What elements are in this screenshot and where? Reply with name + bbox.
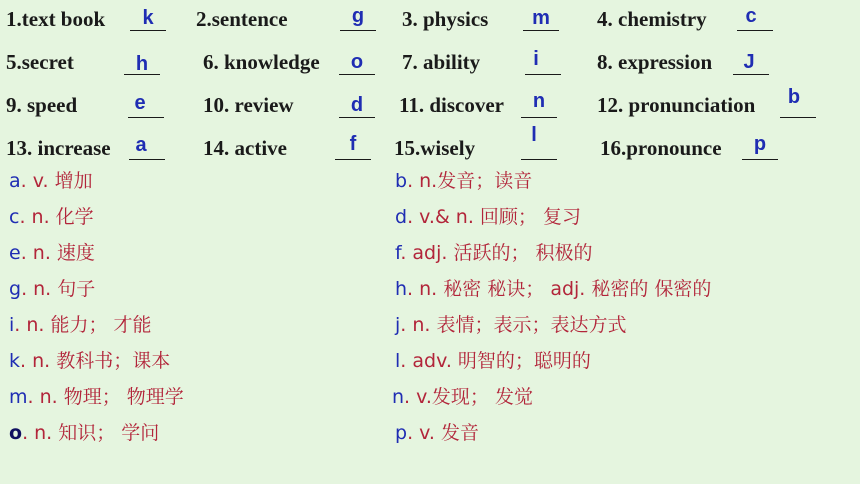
option-text: . v. 增加	[20, 170, 93, 192]
question-9: 9. speed	[6, 93, 78, 117]
option-text: . n. 物理； 物理学	[27, 386, 184, 408]
option-letter: c	[9, 206, 20, 228]
option-n	[392, 388, 533, 407]
option-k	[9, 352, 170, 371]
option-h	[395, 280, 711, 299]
answer-7: i	[533, 48, 539, 70]
question-8: 8. expression	[597, 50, 713, 74]
option-text: . n. 速度	[20, 242, 95, 264]
option-letter: h	[395, 278, 408, 300]
answer-8: J	[743, 51, 755, 73]
answer-12: b	[787, 86, 801, 108]
answer-6: o	[350, 51, 364, 73]
option-letter: a	[9, 170, 21, 192]
option-f	[395, 244, 593, 263]
question-16: 16.pronounce	[600, 136, 722, 160]
answer-10: d	[350, 94, 364, 116]
question-3: 3. physics	[402, 7, 489, 31]
option-letter: b	[395, 170, 408, 192]
answer-4: c	[745, 5, 757, 27]
answer-5: h	[135, 53, 149, 75]
option-text: . n. 知识； 学问	[22, 422, 160, 444]
question-14: 14. active	[203, 136, 287, 160]
option-j	[395, 316, 626, 335]
question-4: 4. chemistry	[597, 7, 707, 31]
answer-blank-7	[525, 74, 561, 75]
answer-blank-12	[780, 117, 816, 118]
answer-blank-8	[733, 74, 769, 75]
option-o	[9, 424, 159, 443]
answer-9: e	[134, 92, 146, 114]
option-text: . adj. 活跃的； 积极的	[400, 242, 593, 264]
answer-blank-6	[339, 74, 375, 75]
option-letter: o	[9, 422, 23, 444]
option-d	[395, 208, 581, 227]
question-6: 6. knowledge	[203, 50, 320, 74]
option-text: . n. 化学	[19, 206, 94, 228]
option-text: . n. 表情；表示；表达方式	[400, 314, 627, 336]
answer-blank-11	[521, 117, 557, 118]
answer-14: f	[349, 133, 357, 155]
question-7: 7. ability	[402, 50, 481, 74]
question-2: 2.sentence	[196, 7, 288, 31]
option-letter: k	[9, 350, 21, 372]
answer-blank-13	[129, 159, 165, 160]
option-text: . adv. 明智的；聪明的	[400, 350, 591, 372]
answer-blank-15	[521, 159, 557, 160]
answer-blank-3	[523, 30, 559, 31]
option-l	[395, 352, 591, 371]
answer-blank-9	[128, 117, 164, 118]
option-p	[395, 424, 479, 443]
answer-11: n	[532, 90, 546, 112]
answer-blank-4	[737, 30, 773, 31]
option-letter: n	[392, 386, 405, 408]
question-15: 15.wisely	[394, 136, 476, 160]
option-text: . v.& n. 回顾； 复习	[407, 206, 581, 228]
question-12: 12. pronunciation	[597, 93, 756, 117]
option-i	[9, 316, 152, 335]
option-c	[9, 208, 94, 227]
question-5: 5.secret	[6, 50, 74, 74]
answer-13: a	[135, 134, 147, 156]
option-letter: i	[9, 314, 15, 336]
answer-16: p	[753, 133, 767, 155]
option-letter: e	[9, 242, 21, 264]
option-e	[9, 244, 95, 263]
option-letter: p	[395, 422, 408, 444]
option-text: . n. 句子	[21, 278, 96, 300]
answer-blank-16	[742, 159, 778, 160]
option-letter: f	[395, 242, 401, 264]
option-m	[9, 388, 184, 407]
option-letter: j	[395, 314, 401, 336]
option-text: . v.发现； 发觉	[404, 386, 533, 408]
answer-1: k	[142, 7, 154, 29]
question-1: 1.text book	[6, 7, 106, 31]
answer-15: l	[531, 124, 537, 146]
option-text: . n. 秘密 秘诀； adj. 秘密的 保密的	[407, 278, 712, 300]
answer-blank-10	[339, 117, 375, 118]
option-text: . v. 发音	[407, 422, 479, 444]
option-text: . n. 能力； 才能	[14, 314, 152, 336]
option-letter: d	[395, 206, 408, 228]
answer-blank-1	[130, 30, 166, 31]
option-letter: m	[9, 386, 28, 408]
answer-blank-2	[340, 30, 376, 31]
answer-2: g	[351, 5, 365, 27]
answer-3: m	[532, 7, 550, 29]
question-10: 10. review	[203, 93, 294, 117]
option-g	[9, 280, 95, 299]
option-b	[395, 172, 532, 191]
question-11: 11. discover	[399, 93, 504, 117]
option-letter: l	[395, 350, 401, 372]
option-text: . n.发音；读音	[407, 170, 533, 192]
option-letter: g	[9, 278, 22, 300]
option-text: . n. 教科书；课本	[20, 350, 171, 372]
question-13: 13. increase	[6, 136, 111, 160]
answer-blank-14	[335, 159, 371, 160]
option-a	[9, 172, 93, 191]
